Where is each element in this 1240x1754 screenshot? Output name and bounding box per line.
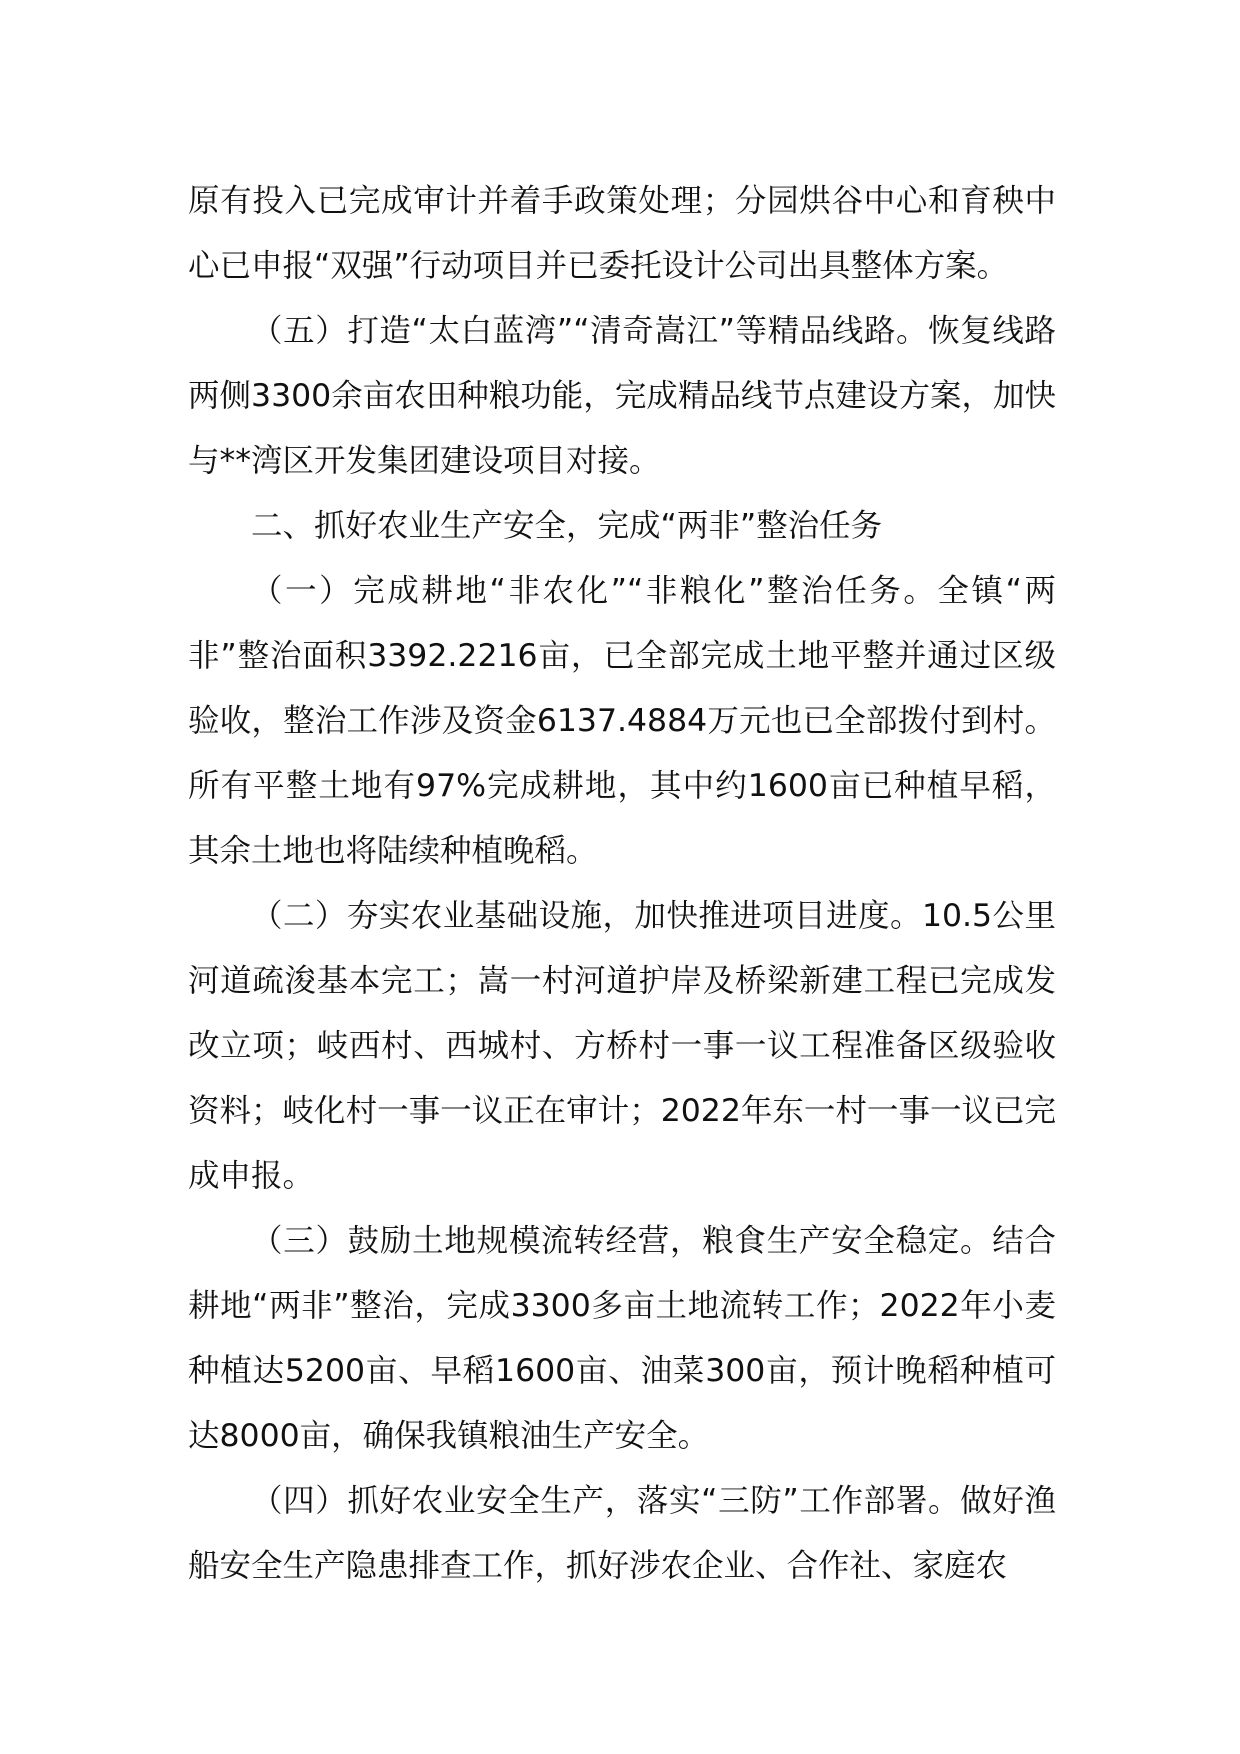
document-body [188,169,1056,1599]
section-heading-2: 二、抓好农业生产安全，完成“两非”整治任务 [251,508,883,544]
paragraph-item-1: （一）完成耕地“非农化”“非粮化”整治任务。全镇“两非”整治面积3392.2216亩，已全部完成土地平整并通过区级验收，整治工作涉及资金6137.4884万元也已全部拨付到村。所有平整土地有97%完成耕地，其中约1600亩已种植早稻，其余土地也将陆续种植晚稻。 [188,573,1056,869]
paragraph-item-4: （四）抓好农业安全生产，落实“三防”工作部署。做好渔船安全生产隐患排查工作，抓好涉农企业、合作社、家庭农 [188,1483,1056,1584]
paragraph-item-5: （五）打造“太白蓝湾”“清奇嵩江”等精品线路。恢复线路两侧3300余亩农田种粮功能，完成精品线节点建设方案，加快与**湾区开发集团建设项目对接。 [188,313,1056,479]
paragraph-item-2: （二）夯实农业基础设施，加快推进项目进度。10.5公里河道疏浚基本完工；嵩一村河道护岸及桥梁新建工程已完成发改立项；岐西村、西城村、方桥村一事一议工程准备区级验收资料；岐化村一事一议正在审计；2022年东一村一事一议已完成申报。 [188,898,1056,1194]
paragraph-item-3: （三）鼓励土地规模流转经营，粮食生产安全稳定。结合耕地“两非”整治，完成3300多亩土地流转工作；2022年小麦种植达5200亩、早稻1600亩、油菜300亩，预计晚稻种植可达8000亩，确保我镇粮油生产安全。 [188,1223,1056,1454]
paragraph-continued: 原有投入已完成审计并着手政策处理；分园烘谷中心和育秧中心已申报“双强”行动项目并已委托设计公司出具整体方案。 [188,183,1056,284]
